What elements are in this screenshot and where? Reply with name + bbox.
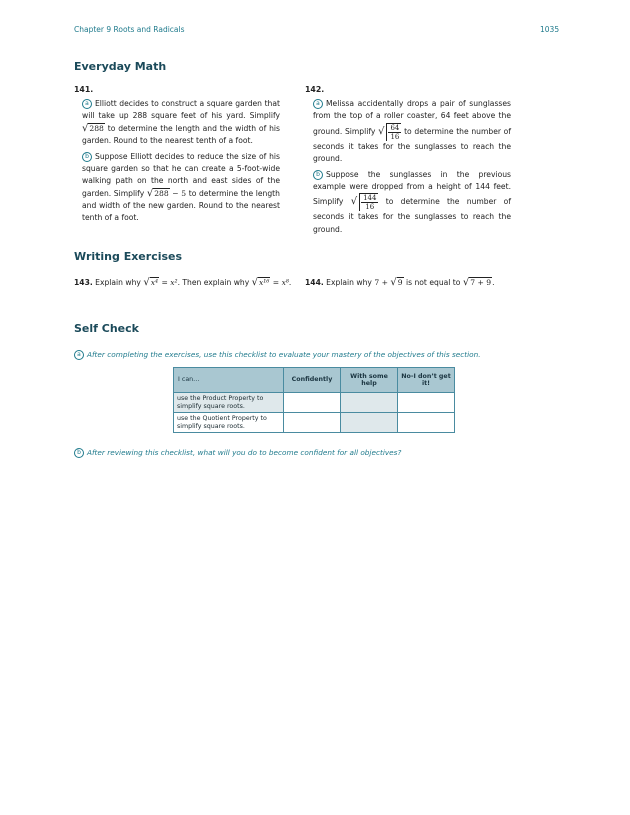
part-a-marker-icon: a — [74, 350, 84, 360]
self-check-instruction-b: b After reviewing this checklist, what will you do to become confident for all objectives? — [74, 448, 554, 458]
column-header: No-I don’t get it! — [398, 368, 455, 393]
everyday-math-heading: Everyday Math — [74, 60, 167, 73]
problem-142-part-b: b Suppose the sunglasses in the previous example were dropped from a height of 144 feet. Simplify √ $\frac{144}{16}$ to determine the number of seconds it takes for the sunglasses to reach the ground. — [313, 170, 511, 234]
self-check-heading: Self Check — [74, 322, 139, 335]
checkbox-cell[interactable] — [341, 413, 398, 433]
table-row — [174, 393, 455, 413]
part-a-marker-icon: a — [82, 99, 92, 109]
problem-number: 143. — [74, 278, 93, 287]
column-header: Confidently — [284, 368, 341, 393]
radical-expression: √x⁴ = x² — [143, 277, 178, 288]
radical-fraction: √ $\frac{64}{16}$ — [378, 123, 400, 141]
page-number: 1035 — [540, 25, 560, 34]
problem-142 — [305, 84, 511, 240]
part-b-marker-icon: b — [82, 152, 92, 162]
radical-expression: √7 + 9 — [462, 277, 492, 288]
checkbox-cell[interactable] — [284, 413, 341, 433]
problem-141 — [74, 84, 280, 228]
chapter-header: Chapter 9 Roots and Radicals — [74, 25, 185, 34]
problem-142-part-a: a Melissa accidentally drops a pair of sunglasses from the top of a roller coaster, 64 feet above the ground. Simplify √ $\frac{64}{16}$ to determine the number of seconds it takes for the sunglasses to reach the ground. — [313, 99, 512, 163]
table-row — [174, 413, 455, 433]
radical-expression: √288 — [82, 122, 104, 134]
radical-expression: √9 — [390, 277, 403, 288]
table-header-row — [174, 368, 455, 393]
part-a-marker-icon: a — [313, 99, 323, 109]
column-header: With some help — [341, 368, 398, 393]
checklist-table — [173, 367, 455, 433]
part-b-marker-icon: b — [74, 448, 84, 458]
problem-144: 144. Explain why 7 + √9 is not equal to √7 + 9. — [305, 277, 495, 288]
objective-cell: use the Quotient Property to simplify square roots. — [174, 413, 284, 433]
writing-exercises-heading: Writing Exercises — [74, 250, 183, 263]
radical-fraction: √ $\frac{144}{16}$ — [350, 194, 377, 212]
problem-number: 144. — [305, 278, 324, 287]
radical-expression: √288 − 5 — [146, 187, 187, 199]
radical-expression: √x¹⁶ = x⁸ — [251, 277, 289, 288]
problem-141-part-a: a Elliott decides to construct a square garden that will take up 288 square feet of his yard. Simplify √288 to determine the length and the width of his garden. Round to the nearest tenth of a foot. — [82, 99, 280, 145]
self-check-instruction-a: a After completing the exercises, use this checklist to evaluate your mastery of the objectives of this section. — [74, 350, 554, 360]
problem-141-part-b: b Suppose Elliott decides to reduce the size of his square garden so that he can create a 5-foot-wide walking path on the north and east sides of the garden. Simplify √288 − 5 to determine the length and width of the new garden. Round to the nearest tenth of a foot. — [82, 152, 280, 223]
problem-number: 141. — [74, 85, 94, 94]
objective-cell: use the Product Property to simplify square roots. — [174, 393, 284, 413]
column-header: I can… — [174, 368, 284, 393]
problem-143: 143. Explain why √x⁴ = x². Then explain why √x¹⁶ = x⁸. — [74, 277, 292, 288]
checkbox-cell[interactable] — [341, 393, 398, 413]
problem-number: 142. — [305, 85, 325, 94]
checkbox-cell[interactable] — [284, 393, 341, 413]
part-b-marker-icon: b — [313, 170, 323, 180]
checklist-table-wrapper — [173, 367, 455, 433]
checkbox-cell[interactable] — [398, 413, 455, 433]
checkbox-cell[interactable] — [398, 393, 455, 413]
